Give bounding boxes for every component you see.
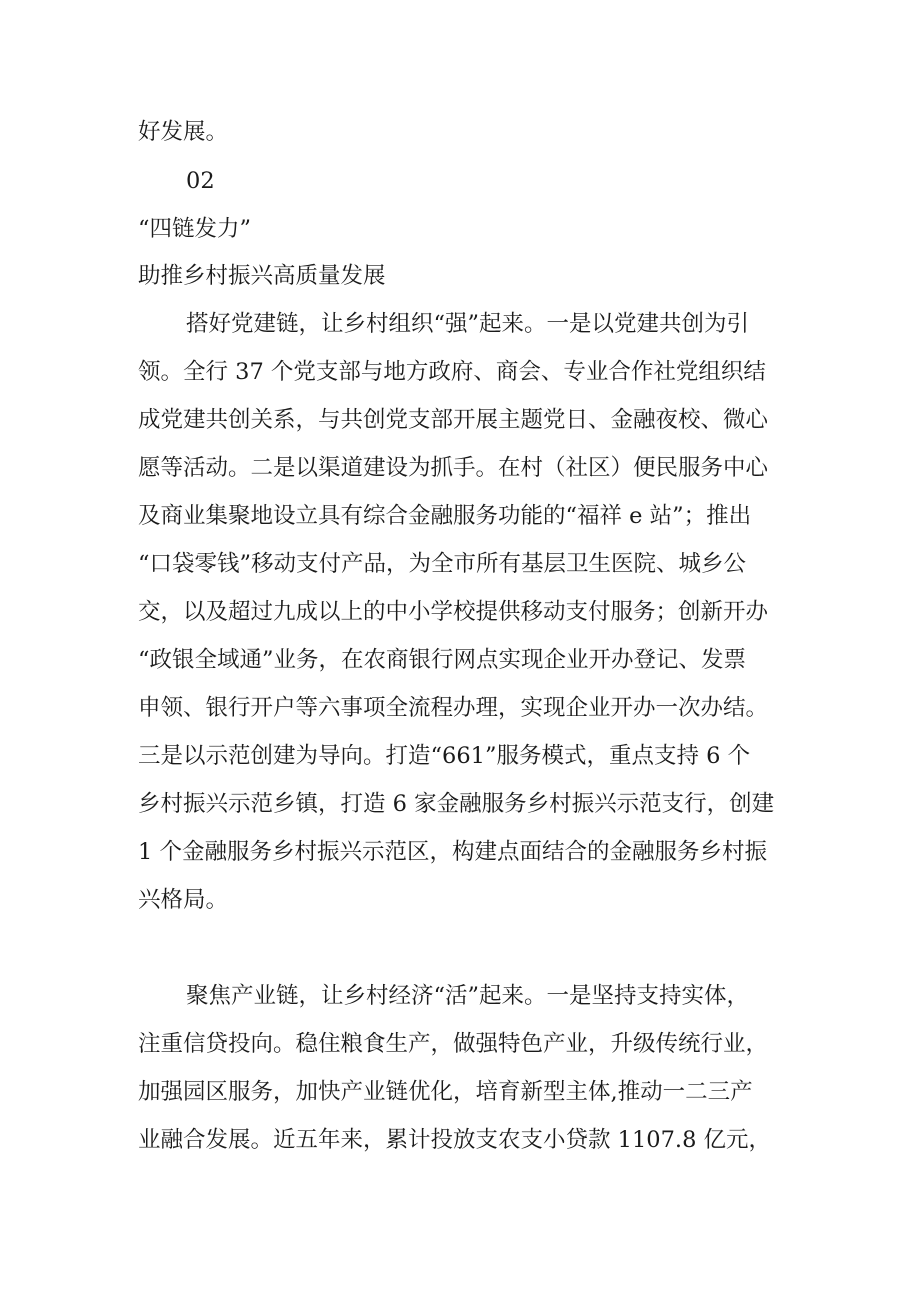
- paragraph-line: “政银全域通”业务，在农商银行网点实现企业开办登记、发票: [138, 647, 747, 673]
- paragraph-line: 申领、银行开户等六事项全流程办理，实现企业开办一次办结。: [138, 695, 769, 721]
- paragraph-line: 乡村振兴示范乡镇，打造 6 家金融服务乡村振兴示范支行，创建: [138, 791, 775, 817]
- paragraph-line: 搭好党建链，让乡村组织“强”起来。一是以党建共创为引: [186, 311, 750, 337]
- paragraph-line: 及商业集聚地设立具有综合金融服务功能的“福祥 e 站”；推出: [138, 503, 752, 529]
- paragraph-line: 注重信贷投向。稳住粮食生产，做强特色产业，升级传统行业，: [138, 1031, 769, 1057]
- paragraph-line: “口袋零钱”移动支付产品，为全市所有基层卫生医院、城乡公: [138, 551, 747, 577]
- paragraph-line: 领。全行 37 个党支部与地方政府、商会、专业合作社党组织结: [138, 359, 766, 385]
- section-number: 02: [186, 168, 215, 194]
- paragraph-line: 业融合发展。近五年来，累计投放支农支小贷款 1107.8 亿元，: [138, 1127, 772, 1153]
- paragraph-line: 兴格局。: [138, 887, 229, 913]
- section-subheading: 助推乡村振兴高质量发展: [138, 263, 386, 289]
- paragraph-line: 交，以及超过九成以上的中小学校提供移动支付服务；创新开办: [138, 599, 769, 625]
- paragraph-line: 加强园区服务，加快产业链优化，培育新型主体,推动一二三产: [138, 1079, 753, 1105]
- paragraph-line: 三是以示范创建为导向。打造“661”服务模式，重点支持 6 个: [138, 743, 751, 769]
- paragraph-line: 聚焦产业链，让乡村经济“活”起来。一是坚持支持实体，: [186, 983, 750, 1009]
- section-heading: “四链发力”: [138, 216, 252, 242]
- paragraph-line: 成党建共创关系，与共创党支部开展主题党日、金融夜校、微心: [138, 407, 769, 433]
- paragraph-tail-line: 好发展。: [138, 119, 229, 145]
- paragraph-line: 1 个金融服务乡村振兴示范区，构建点面结合的金融服务乡村振: [138, 839, 767, 865]
- paragraph-line: 愿等活动。二是以渠道建设为抓手。在村（社区）便民服务中心: [138, 455, 769, 481]
